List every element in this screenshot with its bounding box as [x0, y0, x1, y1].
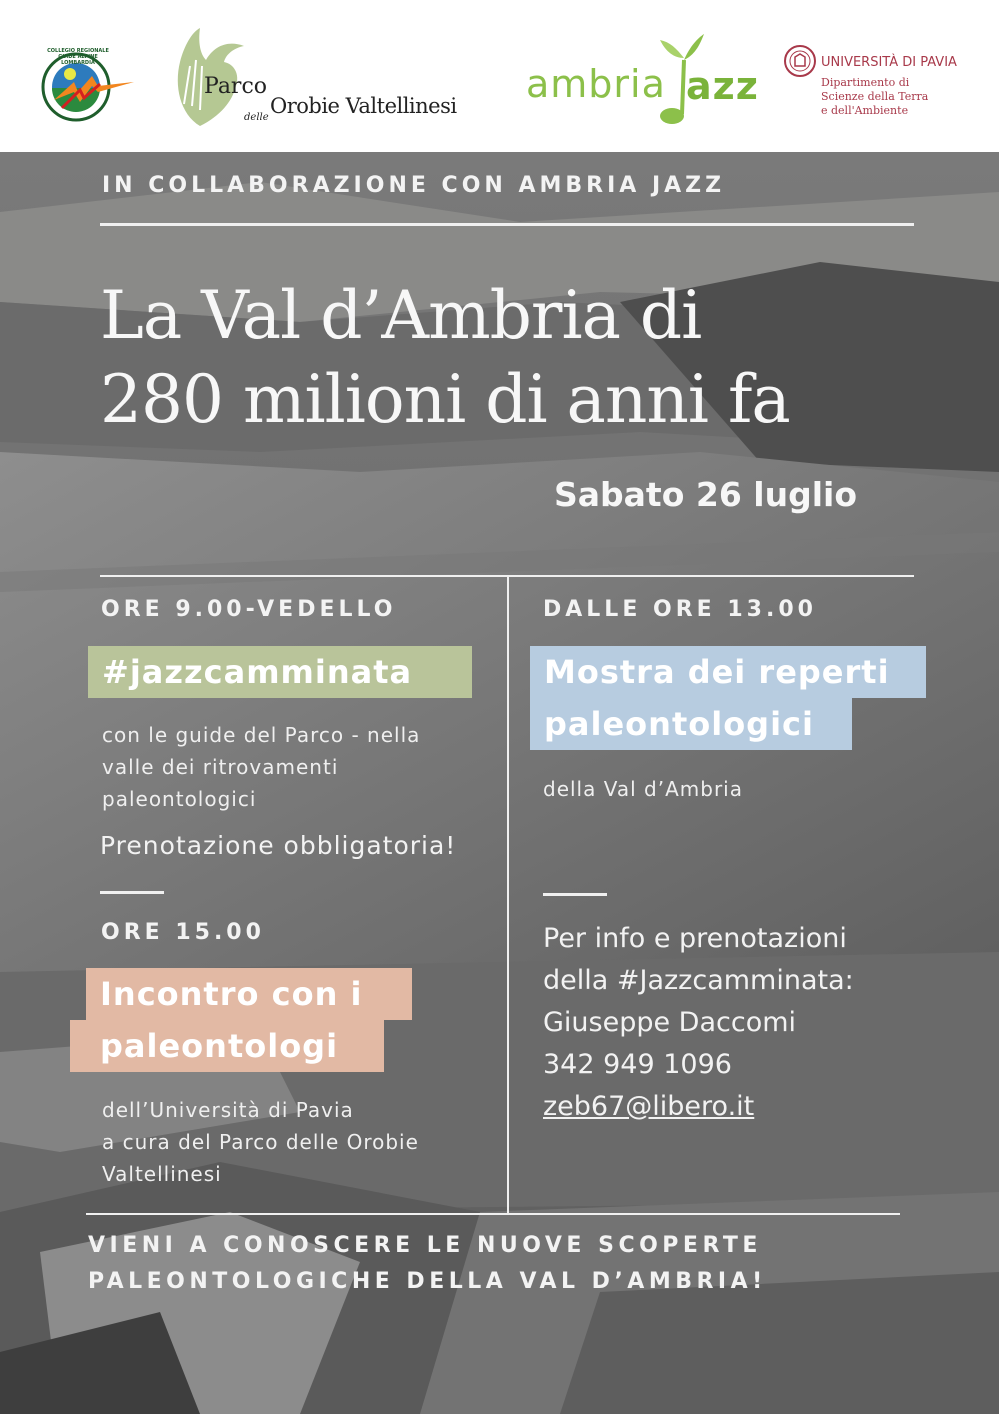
contact-phone: 342 949 1096: [543, 1049, 732, 1080]
poster-body: [0, 152, 999, 1414]
top-divider: [100, 223, 914, 226]
poster-title: [100, 274, 790, 442]
info-line: Per info e prenotazioni: [543, 923, 847, 954]
incontro-tag-line-1: Incontro con i: [86, 968, 412, 1020]
morning-description-line: con le guide del Parco - nella: [102, 723, 421, 747]
afternoon-description-line: a cura del Parco delle Orobie: [102, 1130, 419, 1154]
ambria-jazz-logo: [526, 24, 759, 132]
morning-description-line: paleontologici: [102, 787, 257, 811]
unipv-title: UNIVERSITÀ DI PAVIA: [821, 55, 957, 70]
morning-time: ORE 9.00-VEDELLO: [101, 597, 397, 622]
jazzcamminata-tag: #jazzcamminata: [88, 646, 472, 698]
contact-email-link[interactable]: zeb67@libero.it: [543, 1091, 755, 1122]
afternoon-description: [102, 1094, 419, 1190]
logo-header: [0, 0, 999, 152]
mostra-tag-line-1: Mostra dei reperti: [530, 646, 926, 698]
parco-word: Parco: [204, 74, 268, 99]
guide-alpine-logo: [40, 48, 136, 130]
info-contact-block: [543, 918, 854, 1128]
left-short-divider: [100, 891, 164, 894]
footer-line-1: VIENI A CONOSCERE LE NUOVE SCOPERTE: [88, 1233, 762, 1258]
schedule-bottom-divider: [86, 1213, 900, 1215]
morning-description-line: valle dei ritrovamenti: [102, 755, 339, 779]
event-date: Sabato 26 luglio: [554, 475, 857, 514]
unipv-logo: [783, 44, 983, 124]
unipv-dept-2: Scienze della Terra: [821, 90, 929, 103]
ambria-word: ambria: [526, 62, 666, 106]
afternoon-time: ORE 15.00: [101, 920, 265, 945]
footer-line-2: PALEONTOLOGICHE DELLA VAL D’AMBRIA!: [88, 1269, 767, 1294]
info-line: della #Jazzcamminata:: [543, 965, 854, 996]
unipv-dept-3: e dell'Ambiente: [821, 104, 909, 117]
incontro-tag-line-2: paleontologi: [70, 1020, 384, 1072]
right-short-divider: [543, 893, 607, 896]
guide-alpine-ring-text: COLLEGIO REGIONALE GUIDE ALPINE LOMBARDIA: [47, 48, 109, 66]
column-divider: [507, 577, 509, 1213]
mostra-tag-line-2: paleontologici: [530, 698, 852, 750]
exhibit-description: della Val d’Ambria: [543, 777, 743, 801]
exhibit-time: DALLE ORE 13.00: [543, 597, 817, 622]
collaboration-label: IN COLLABORAZIONE CON AMBRIA JAZZ: [102, 173, 726, 198]
jazz-word: azz: [686, 64, 759, 108]
parco-orobie-logo: [170, 26, 490, 130]
afternoon-description-line: dell’Università di Pavia: [102, 1098, 354, 1122]
afternoon-description-line: Valtellinesi: [102, 1162, 222, 1186]
title-line-1: La Val d’Ambria di: [100, 277, 702, 354]
contact-name: Giuseppe Daccomi: [543, 1007, 797, 1038]
booking-note: Prenotazione obbligatoria!: [100, 831, 457, 860]
parco-orobie-word: Orobie Valtellinesi: [270, 94, 457, 118]
parco-delle-word: delle: [244, 112, 269, 123]
title-line-2: 280 milioni di anni fa: [100, 361, 790, 438]
unipv-dept-1: Dipartimento di: [821, 76, 910, 89]
unipv-seal-icon: [783, 44, 817, 78]
morning-description: [102, 719, 420, 815]
